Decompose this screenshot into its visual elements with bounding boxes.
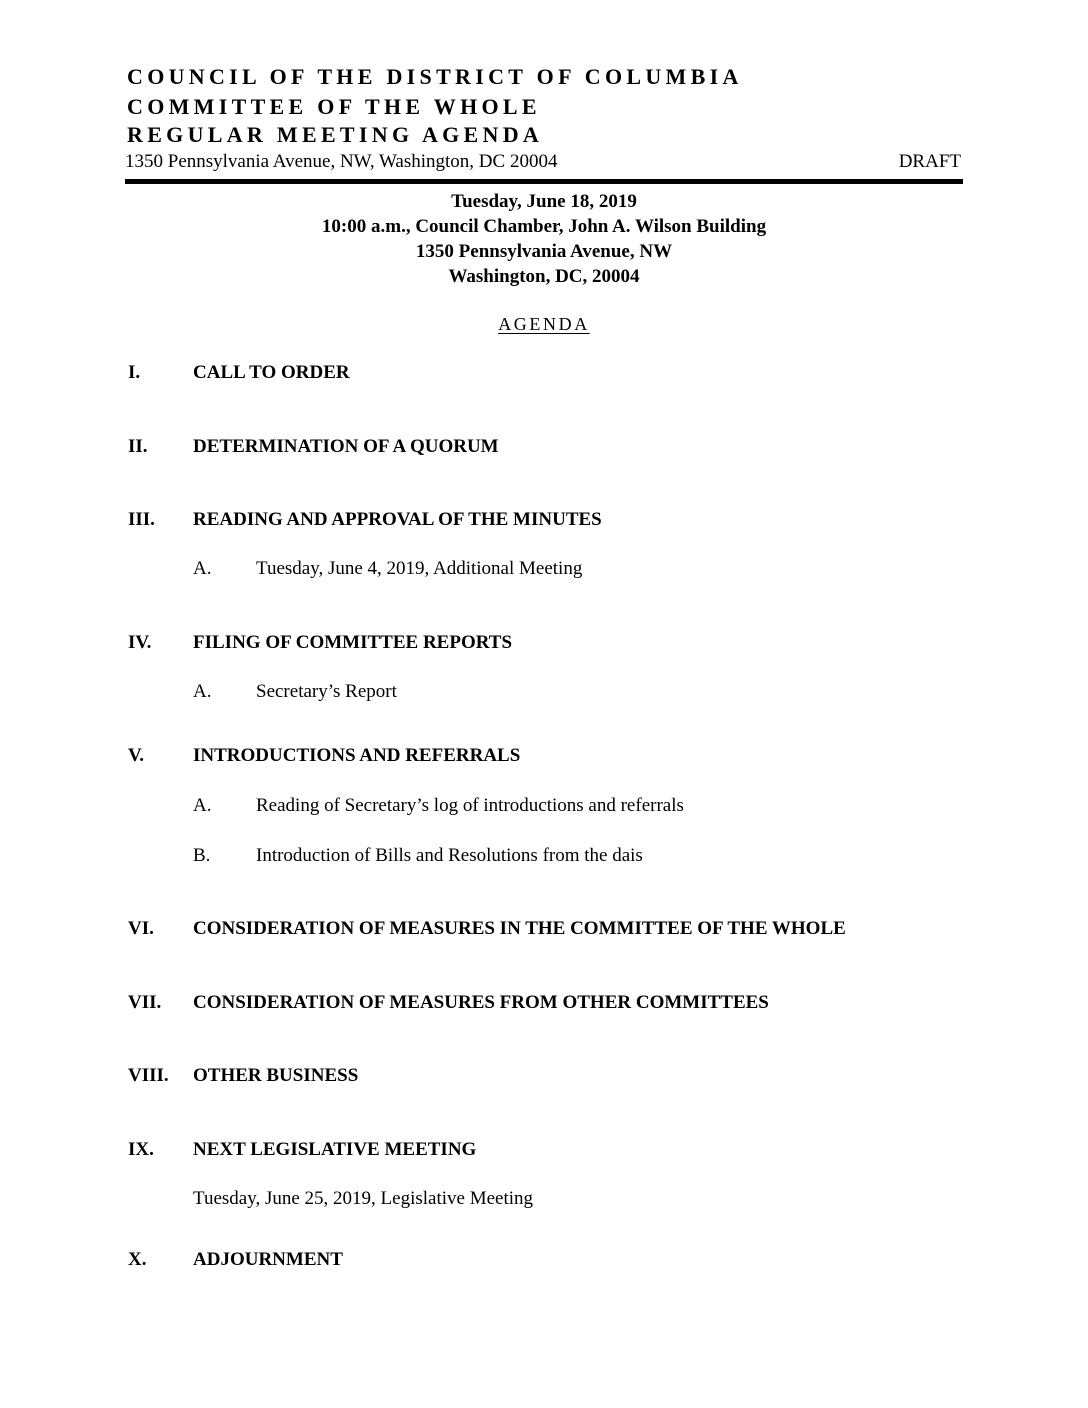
subitem-letter: A. bbox=[193, 795, 212, 816]
agenda-heading bbox=[125, 313, 963, 335]
agenda-type-title: REGULAR MEETING AGENDA bbox=[127, 122, 544, 147]
item-title: READING AND APPROVAL OF THE MINUTES bbox=[193, 509, 602, 530]
item-number: IX. bbox=[128, 1139, 154, 1160]
item-title: ADJOURNMENT bbox=[193, 1249, 343, 1270]
agenda-heading-text: AGENDA bbox=[498, 314, 590, 334]
subitem-letter: A. bbox=[193, 558, 212, 579]
meeting-date: Tuesday, June 18, 2019 bbox=[451, 191, 637, 212]
subitem-text: Tuesday, June 4, 2019, Additional Meeting bbox=[256, 558, 583, 579]
next-meeting-text: Tuesday, June 25, 2019, Legislative Meeting bbox=[193, 1188, 534, 1209]
agenda-note bbox=[0, 1186, 1088, 1212]
agenda-item bbox=[0, 990, 1088, 1016]
agenda-item bbox=[0, 630, 1088, 656]
item-number: I. bbox=[128, 362, 141, 383]
agenda-item bbox=[0, 1063, 1088, 1089]
item-number: VII. bbox=[128, 992, 162, 1013]
agenda-item bbox=[0, 916, 1088, 942]
item-title: INTRODUCTIONS AND REFERRALS bbox=[193, 745, 521, 766]
item-title: CONSIDERATION OF MEASURES FROM OTHER COMMITTEES bbox=[193, 992, 769, 1013]
item-title: OTHER BUSINESS bbox=[193, 1065, 359, 1086]
draft-label: DRAFT bbox=[898, 151, 961, 172]
header-rule bbox=[125, 179, 963, 184]
subitem-text: Secretary’s Report bbox=[256, 681, 397, 702]
meeting-street: 1350 Pennsylvania Avenue, NW bbox=[415, 241, 673, 262]
committee-title: COMMITTEE OF THE WHOLE bbox=[127, 94, 541, 119]
agenda-item bbox=[0, 1137, 1088, 1163]
item-number: VIII. bbox=[128, 1065, 169, 1086]
agenda-item bbox=[0, 507, 1088, 533]
council-address: 1350 Pennsylvania Avenue, NW, Washington, DC 20004 bbox=[125, 151, 558, 172]
item-number: V. bbox=[128, 745, 145, 766]
subitem-text: Introduction of Bills and Resolutions from the dais bbox=[256, 845, 643, 866]
item-number: X. bbox=[128, 1249, 147, 1270]
meeting-info bbox=[125, 189, 963, 289]
agenda-subitem bbox=[0, 843, 1088, 869]
item-title: CALL TO ORDER bbox=[193, 362, 350, 383]
agenda-subitem bbox=[0, 679, 1088, 705]
meeting-city: Washington, DC, 20004 bbox=[448, 266, 640, 287]
agenda-item bbox=[0, 743, 1088, 769]
subitem-text: Reading of Secretary’s log of introductions and referrals bbox=[256, 795, 684, 816]
agenda-item bbox=[0, 360, 1088, 386]
item-title: FILING OF COMMITTEE REPORTS bbox=[193, 632, 513, 653]
item-title: DETERMINATION OF A QUORUM bbox=[193, 436, 499, 457]
item-number: IV. bbox=[128, 632, 152, 653]
subitem-letter: B. bbox=[193, 845, 211, 866]
item-number: II. bbox=[128, 436, 148, 457]
subitem-letter: A. bbox=[193, 681, 212, 702]
item-title: NEXT LEGISLATIVE MEETING bbox=[193, 1139, 477, 1160]
agenda-subitem bbox=[0, 556, 1088, 582]
agenda-item bbox=[0, 434, 1088, 460]
agenda-subitem bbox=[0, 793, 1088, 819]
meeting-time-place: 10:00 a.m., Council Chamber, John A. Wilson Building bbox=[321, 216, 767, 237]
item-title: CONSIDERATION OF MEASURES IN THE COMMITTEE OF THE WHOLE bbox=[193, 918, 846, 939]
item-number: III. bbox=[128, 509, 155, 530]
agenda-item bbox=[0, 1247, 1088, 1273]
item-number: VI. bbox=[128, 918, 154, 939]
council-title: COUNCIL OF THE DISTRICT OF COLUMBIA bbox=[127, 64, 743, 89]
